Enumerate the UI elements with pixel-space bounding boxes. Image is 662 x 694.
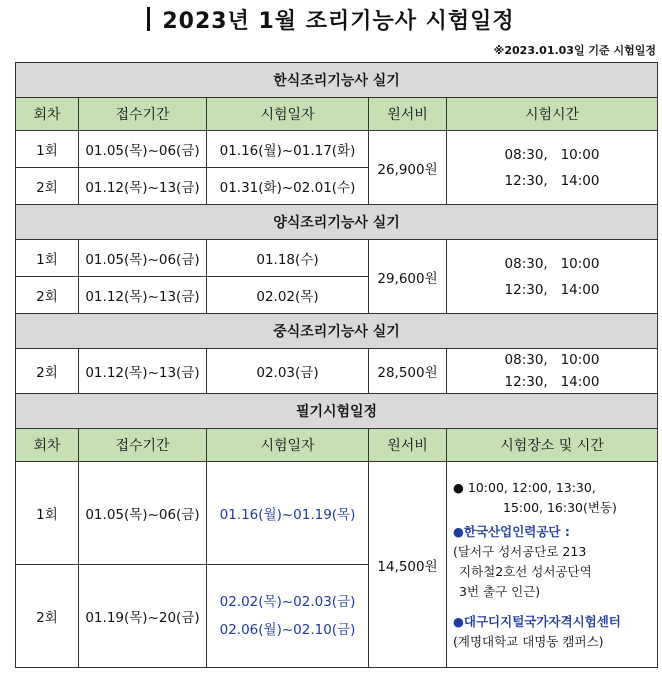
header-fee: 원서비 bbox=[369, 98, 447, 131]
header-period: 접수기간 bbox=[79, 429, 207, 462]
round-cell: 2회 bbox=[16, 277, 79, 314]
date-line: 02.02(목)~02.03(금) bbox=[219, 594, 356, 610]
round-cell: 1회 bbox=[16, 131, 79, 168]
center-address: 3번 출구 인근) bbox=[459, 583, 541, 599]
section-header-row bbox=[16, 63, 658, 98]
date-cell: 02.03(금) bbox=[207, 349, 369, 394]
round-cell: 2회 bbox=[16, 168, 79, 205]
column-header-row bbox=[16, 98, 658, 131]
page-title bbox=[0, 4, 662, 35]
center-name: ●한국산업인력공단 : bbox=[453, 523, 570, 539]
fee-cell: 14,500원 bbox=[369, 462, 447, 668]
header-place-time: 시험장소 및 시간 bbox=[447, 429, 658, 462]
header-time: 시험시간 bbox=[447, 98, 658, 131]
center-name: ●대구디지털국가자격시험센터 bbox=[453, 613, 621, 629]
fee-cell: 28,500원 bbox=[369, 349, 447, 394]
section-title-korean: 한식조리기능사 실기 bbox=[16, 63, 658, 98]
schedule-table bbox=[15, 62, 658, 668]
time-cell bbox=[447, 131, 658, 205]
section-title-written: 필기시험일정 bbox=[16, 394, 658, 429]
section-title-chinese: 중식조리기능사 실기 bbox=[16, 314, 658, 349]
fee-cell: 29,600원 bbox=[369, 240, 447, 314]
table-row bbox=[16, 240, 658, 277]
date-line: 02.06(월)~02.10(금) bbox=[219, 622, 356, 638]
header-period: 접수기간 bbox=[79, 98, 207, 131]
date-cell: 01.16(월)~01.17(화) bbox=[207, 131, 369, 168]
header-date: 시험일자 bbox=[207, 429, 369, 462]
time-cell bbox=[447, 240, 658, 314]
column-header-row bbox=[16, 429, 658, 462]
reference-note: ※2023.01.03일 기준 시험일정 bbox=[493, 44, 656, 57]
period-cell: 01.05(목)~06(금) bbox=[79, 462, 207, 565]
date-cell: 01.18(수) bbox=[207, 240, 369, 277]
place-time-cell bbox=[447, 462, 658, 668]
center-address: (계명대학교 대명동 캠퍼스) bbox=[453, 633, 604, 649]
period-cell: 01.12(목)~13(금) bbox=[79, 168, 207, 205]
section-title-western: 양식조리기능사 실기 bbox=[16, 205, 658, 240]
date-cell bbox=[207, 565, 369, 668]
fee-cell: 26,900원 bbox=[369, 131, 447, 205]
time-line: 08:30, 10:00 bbox=[504, 352, 600, 368]
header-date: 시험일자 bbox=[207, 98, 369, 131]
exam-times-line: 15:00, 16:30(변동) bbox=[503, 499, 617, 515]
section-header-row bbox=[16, 394, 658, 429]
header-fee: 원서비 bbox=[369, 429, 447, 462]
round-cell: 2회 bbox=[16, 349, 79, 394]
time-line: 12:30, 14:00 bbox=[504, 281, 600, 298]
date-cell: 01.16(월)~01.19(목) bbox=[207, 462, 369, 565]
exam-times-line: ● 10:00, 12:00, 13:30, bbox=[453, 479, 596, 495]
header-round: 회차 bbox=[16, 429, 79, 462]
time-line: 08:30, 10:00 bbox=[504, 255, 600, 272]
period-cell: 01.19(목)~20(금) bbox=[79, 565, 207, 668]
period-cell: 01.12(목)~13(금) bbox=[79, 349, 207, 394]
table-row bbox=[16, 131, 658, 168]
time-line: 12:30, 14:00 bbox=[504, 374, 600, 390]
date-cell: 01.31(화)~02.01(수) bbox=[207, 168, 369, 205]
round-cell: 2회 bbox=[16, 565, 79, 668]
time-line: 12:30, 14:00 bbox=[504, 172, 600, 189]
title-text: 2023년 1월 조리기능사 시험일정 bbox=[162, 9, 515, 34]
round-cell: 1회 bbox=[16, 462, 79, 565]
title-bar-decoration bbox=[147, 7, 150, 31]
time-cell bbox=[447, 349, 658, 394]
period-cell: 01.05(목)~06(금) bbox=[79, 131, 207, 168]
section-header-row bbox=[16, 314, 658, 349]
center-address: 지하철2호선 성서공단역 bbox=[459, 563, 592, 579]
header-round: 회차 bbox=[16, 98, 79, 131]
table-row bbox=[16, 462, 658, 565]
center-address: (달서구 성서공단로 213 bbox=[453, 543, 587, 559]
round-cell: 1회 bbox=[16, 240, 79, 277]
section-header-row bbox=[16, 205, 658, 240]
table-row bbox=[16, 349, 658, 394]
period-cell: 01.05(목)~06(금) bbox=[79, 240, 207, 277]
time-line: 08:30, 10:00 bbox=[504, 146, 600, 163]
date-cell: 02.02(목) bbox=[207, 277, 369, 314]
period-cell: 01.12(목)~13(금) bbox=[79, 277, 207, 314]
